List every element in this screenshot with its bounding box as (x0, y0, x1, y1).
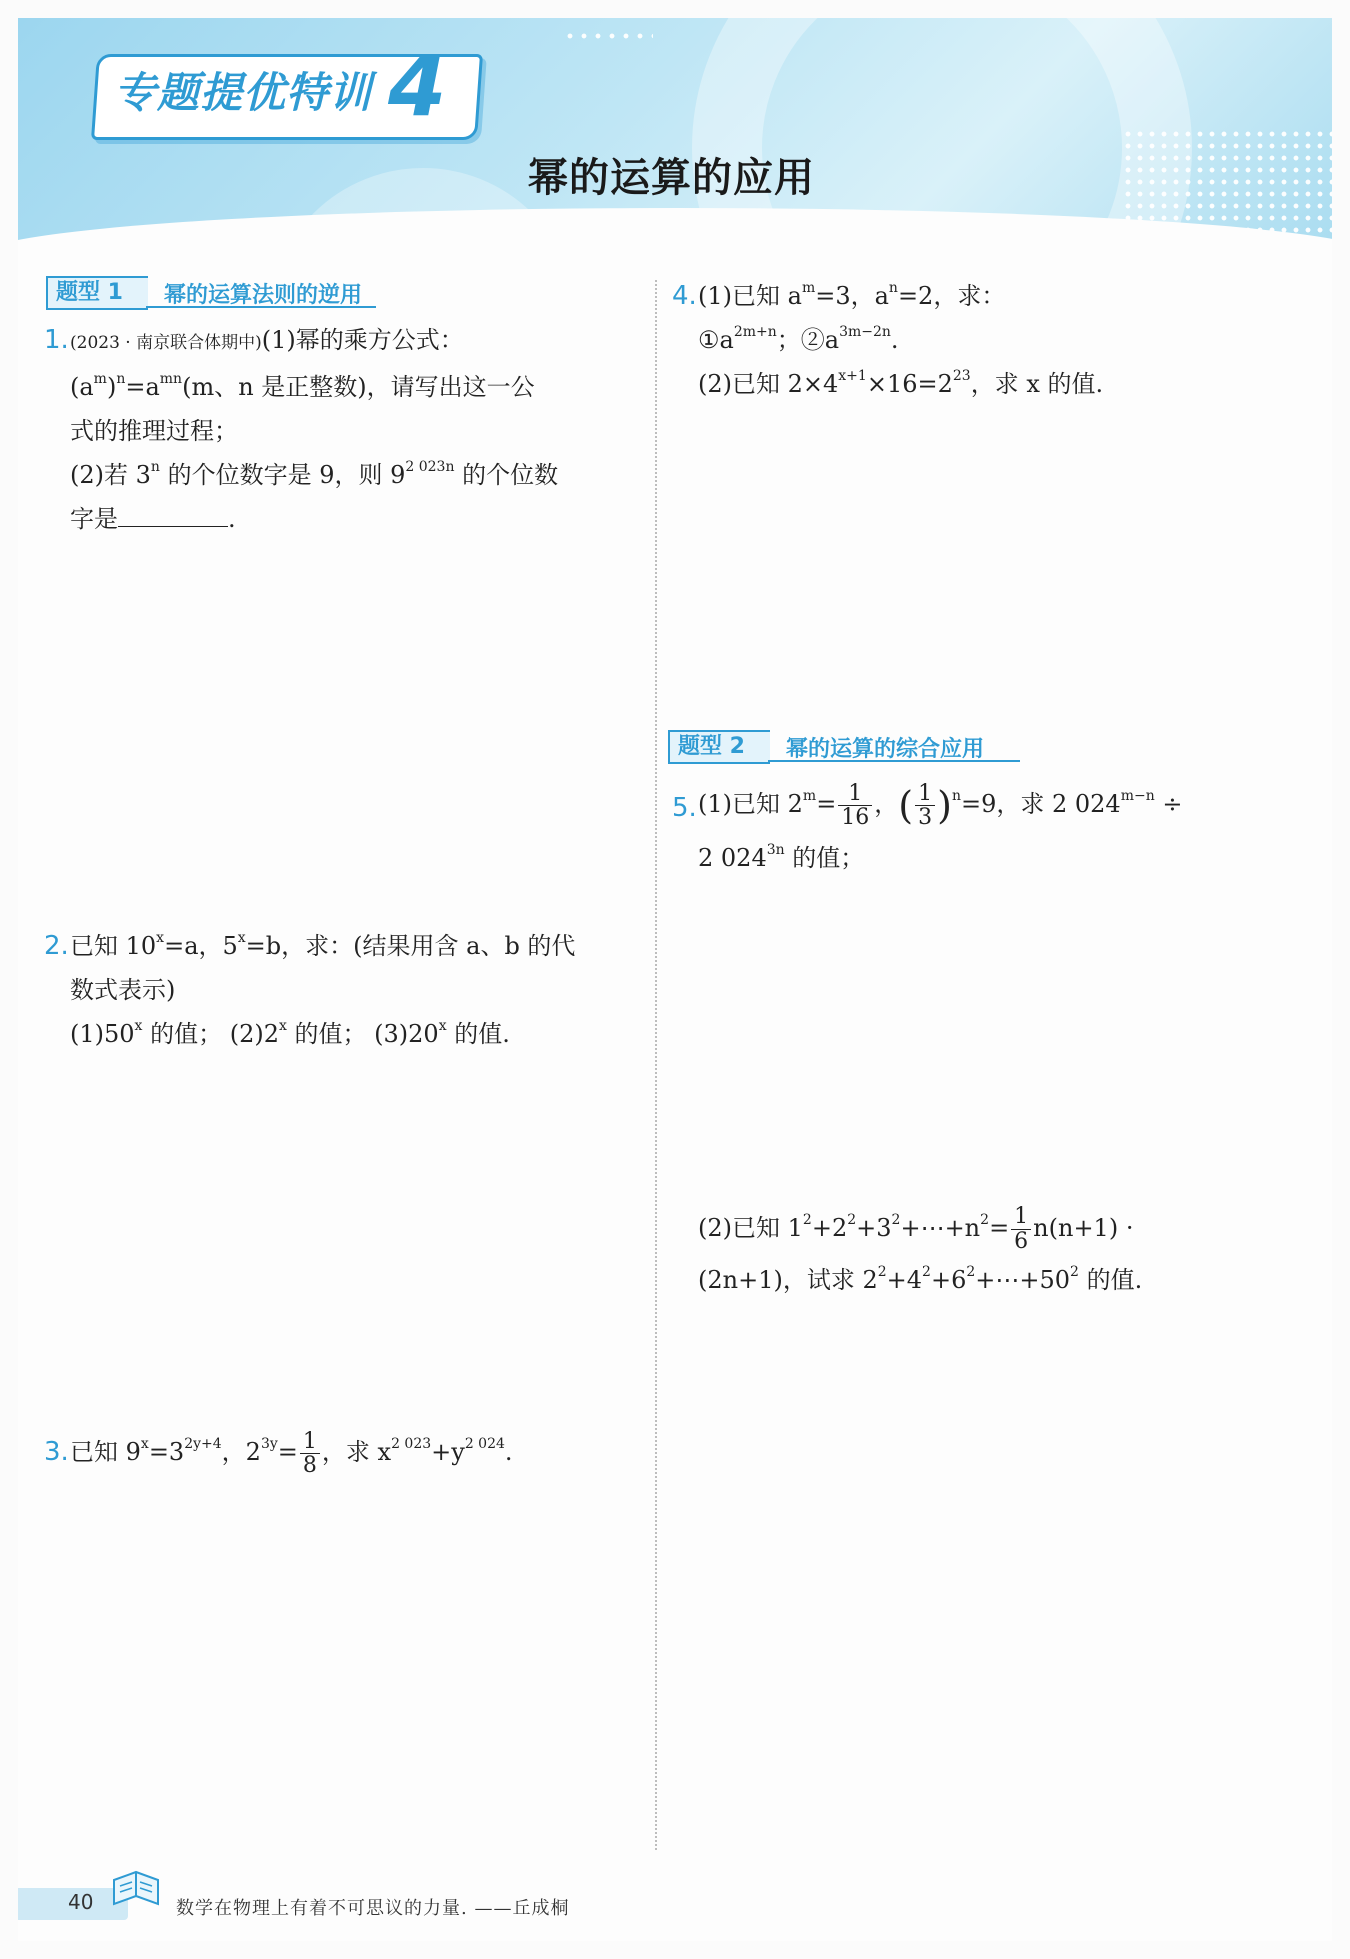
problem-line (698, 1258, 1298, 1302)
problem-number: 3. (44, 1437, 69, 1467)
exponent: 3n (766, 841, 785, 858)
denominator: 16 (841, 805, 870, 830)
math-text: (a (70, 373, 94, 401)
exponent: x+1 (838, 368, 867, 384)
problem-text: (1)幂的乘方公式： (261, 326, 464, 354)
math-text: +y (431, 1438, 465, 1467)
math-text: ①a (698, 326, 734, 354)
problem-line (70, 318, 650, 365)
exponent: 2 (877, 1263, 887, 1280)
math-text: ，2 (221, 1438, 261, 1467)
math-text: +6 (930, 1265, 967, 1294)
special-training-label: 专题提优特训 (114, 68, 373, 117)
exponent: x (237, 930, 246, 946)
exponent: x (134, 1018, 143, 1034)
problem-line (70, 453, 650, 497)
math-text: +2 (811, 1213, 848, 1242)
math-text: = (989, 1213, 1010, 1242)
footer-quote: 数学在物理上有着不可思议的力量. ——丘成桐 (176, 1898, 570, 1919)
exponent: 2 (966, 1263, 976, 1280)
exponent: x (140, 1436, 149, 1453)
problem-text: 已知 9 (70, 1438, 141, 1467)
fraction (300, 1430, 320, 1477)
numerator: 1 (915, 782, 935, 806)
math-text: ×16=2 (866, 370, 953, 398)
exponent: 2 (847, 1211, 857, 1228)
problem-text: (2)若 3 (70, 461, 151, 489)
exponent: 2 (980, 1211, 990, 1228)
problem-text: 已知 10 (70, 932, 157, 960)
section-name: 幂的运算的综合应用 (786, 737, 985, 762)
problem-text: . (228, 505, 236, 533)
exponent: n (116, 371, 126, 387)
problem-text: ，求 x (321, 1438, 392, 1467)
denominator: 8 (302, 1453, 317, 1479)
fraction (915, 782, 935, 829)
numerator: 1 (1011, 1205, 1031, 1229)
problem-text: =a，5 (164, 932, 238, 960)
exponent: 3m−2n (839, 324, 891, 340)
math-text: ÷ (1154, 790, 1183, 818)
exponent: x (438, 1018, 447, 1034)
problem-text: 的值； (784, 843, 865, 872)
section-header-1 (46, 276, 376, 308)
problem-text: 的个位数字是 9，则 9 (159, 461, 406, 489)
exponent: 3y (260, 1436, 278, 1453)
exponent: 2 (922, 1263, 931, 1280)
fraction (1011, 1205, 1031, 1252)
problem-5 (672, 774, 1298, 1302)
problem-line (70, 1430, 650, 1477)
section-tag: 题型 2 (668, 730, 770, 764)
exponent: x (156, 930, 165, 946)
exponent: m−n (1120, 788, 1155, 804)
math-text: . (504, 1438, 513, 1467)
answer-space (698, 880, 1298, 1198)
math-text: +3 (856, 1213, 892, 1242)
math-text: +⋯+50 (975, 1265, 1071, 1294)
exponent: 2 024 (464, 1436, 505, 1453)
exponent: 23 (952, 368, 971, 384)
denominator: 6 (1014, 1228, 1029, 1254)
problem-line (698, 318, 1298, 362)
special-training-number: 4 (388, 37, 447, 135)
problem-text: 的值； (3)20 (286, 1020, 439, 1048)
exponent: 2 (802, 1211, 812, 1228)
problem-line (70, 1012, 650, 1056)
problem-line (70, 924, 650, 968)
problem-line (698, 274, 1298, 318)
section-header-2 (668, 730, 1048, 762)
math-text: +4 (886, 1265, 923, 1294)
exponent: 2 023n (405, 459, 455, 475)
exponent: 2m+n (733, 324, 777, 340)
problem-text: =9，求 2 024 (960, 790, 1121, 818)
math-text: 2 024 (698, 843, 767, 872)
math-text: = (277, 1438, 298, 1467)
math-text: =a (125, 373, 160, 401)
problem-1 (44, 318, 650, 541)
math-text: ) (106, 373, 117, 401)
problem-4 (672, 274, 1298, 406)
exponent: 2y+4 (184, 1436, 222, 1453)
math-text: . (890, 326, 899, 354)
math-text: = (816, 790, 837, 818)
fraction (838, 782, 872, 829)
problem-source: (2023 · 南京联合体期中) (70, 333, 262, 353)
denominator: 3 (918, 805, 933, 830)
right-paren: ) (937, 783, 952, 828)
problem-2 (44, 924, 650, 1056)
banner-decoration-dots (563, 30, 653, 42)
problem-line (70, 365, 650, 409)
header-banner (18, 18, 1332, 258)
math-text: n(n+1) · (1033, 1213, 1134, 1242)
problem-text: 字是 (70, 505, 118, 533)
math-text: =3，a (815, 282, 889, 310)
exponent: 2 (1070, 1263, 1079, 1280)
problem-text: 的个位数 (454, 461, 559, 489)
section-tag: 题型 1 (46, 276, 148, 310)
exponent: m (93, 371, 107, 387)
problem-3 (44, 1429, 650, 1479)
page-number: 40 (68, 1890, 94, 1914)
column-divider (655, 280, 657, 1850)
problem-number: 1. (44, 325, 69, 355)
page (18, 18, 1332, 1941)
problem-text: =2，求： (897, 282, 1006, 310)
problem-text: (1)已知 2 (698, 790, 803, 818)
problem-line: 数式表示) (70, 976, 176, 1004)
problem-number: 2. (44, 931, 69, 961)
problem-text: (1)已知 a (698, 282, 802, 310)
problem-text: =b，求：(结果用含 a、b 的代 (245, 932, 576, 960)
problem-line (698, 774, 1298, 836)
problem-number: 4. (672, 281, 697, 311)
math-text: ；②a (776, 326, 840, 354)
math-text: +⋯+n (900, 1213, 981, 1242)
problem-number: 5. (672, 793, 697, 823)
problem-line (698, 1198, 1298, 1258)
problem-text: 的值. (1078, 1265, 1143, 1294)
problem-text: ，求 x 的值. (970, 370, 1104, 398)
problem-text: (2)已知 2×4 (698, 370, 839, 398)
problem-text: 的值； (2)2 (142, 1020, 279, 1048)
exponent: 2 023 (391, 1436, 432, 1453)
problem-text: (2n+1)，试求 2 (698, 1265, 878, 1294)
answer-blank[interactable] (118, 506, 228, 527)
exponent: m (801, 280, 816, 296)
numerator: 1 (838, 782, 872, 806)
math-text: ， (874, 790, 899, 818)
page-title: 幂的运算的应用 (528, 155, 815, 201)
exponent: n (150, 459, 160, 475)
numerator: 1 (300, 1430, 320, 1454)
left-paren: ( (898, 783, 914, 828)
exponent: mn (159, 371, 183, 387)
exponent: n (888, 280, 898, 296)
problem-text: 的值. (446, 1020, 510, 1048)
problem-text: (2)已知 1 (698, 1213, 803, 1242)
math-text: =3 (148, 1438, 185, 1467)
problem-text: (m、n 是正整数)，请写出这一公 (182, 373, 535, 401)
problem-line (70, 497, 650, 541)
exponent: n (951, 788, 961, 804)
book-icon (106, 1866, 166, 1910)
problem-text: (1)50 (70, 1020, 135, 1048)
section-name: 幂的运算法则的逆用 (164, 283, 363, 308)
exponent: 2 (891, 1211, 901, 1228)
problem-line (698, 362, 1298, 406)
exponent: x (278, 1018, 287, 1034)
exponent: m (802, 788, 817, 804)
problem-line: 式的推理过程； (70, 417, 238, 445)
problem-line (698, 836, 1298, 880)
